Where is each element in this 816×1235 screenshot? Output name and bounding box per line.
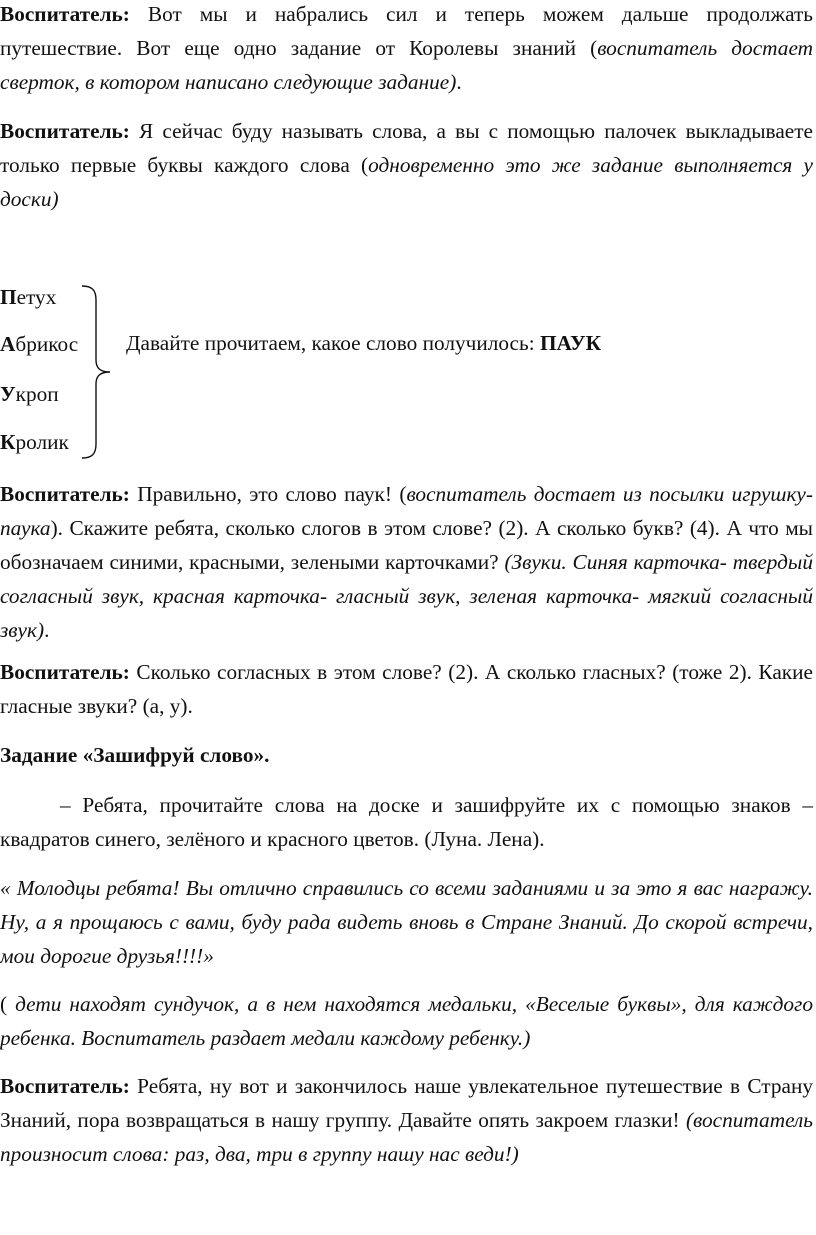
paragraph-sounds — [0, 655, 813, 723]
medals-text: дети находят сундучок, а в нем находятся медальки, «Веселые буквы», для каждого ребенка. Воспитатель раздает медали каждому ребенку.) — [0, 992, 814, 1050]
word-first-letter: А — [0, 332, 16, 356]
sounds-text: Сколько согласных в этом слове? (2). А сколько гласных? (тоже 2). Какие гласные звуки? (а, у). — [0, 660, 813, 718]
curly-brace-icon — [78, 284, 118, 460]
spider-text: Правильно, это слово паук! ( — [129, 482, 407, 506]
intro-remark: воспитатель достает сверток, в котором написано следующие задание) — [0, 36, 813, 94]
word-item — [0, 280, 56, 314]
spider-questions: ). Скажите ребята, сколько слогов в этом слове? (2). А сколько букв? (4). А что мы обозначаем синими, красными, зелеными карточками? — [0, 516, 813, 574]
farewell-text: « Молодцы ребята! Вы отлично справились со всеми заданиями и за это я вас награжу. Ну, а я прощаюсь с вами, буду рада видеть вновь в Стране Знаний. До скорой встречи, мои дорогие друзья!!!!» — [0, 876, 813, 968]
word-item — [0, 327, 78, 361]
task-title — [0, 738, 813, 772]
paragraph-spider — [0, 477, 813, 647]
speaker-label: Воспитатель: — [0, 119, 130, 143]
intro-text: Вот мы и набрались сил и теперь можем дальше продолжать путешествие. Вот еще одно задание от Королевы знаний ( — [0, 2, 813, 60]
speaker-label: Воспитатель: — [0, 482, 130, 506]
intro-end: . — [456, 70, 462, 94]
paragraph-medals — [0, 987, 813, 1055]
paragraph-intro — [0, 0, 813, 99]
word-item — [0, 425, 69, 459]
task-title-text: Задание «Зашифруй слово». — [0, 743, 270, 767]
word-rest: ролик — [15, 430, 69, 454]
speaker-label: Воспитатель: — [0, 660, 130, 684]
speaker-label: Воспитатель: — [0, 2, 130, 26]
spider-answer: (Звуки. Синяя карточка- твердый согласный звук, красная карточка- гласный звук, зеленая карточка- мягкий согласный звук) — [0, 550, 813, 642]
puzzle-answer: ПАУК — [539, 331, 602, 355]
encode-text: – Ребята, прочитайте слова на доске и зашифруйте их с помощью знаков – квадратов синего, зелёного и красного цветов. (Луна. Лена). — [0, 793, 813, 851]
paragraph-farewell — [0, 871, 813, 973]
task-remark: одновременно это же задание выполняется у доски) — [0, 153, 813, 211]
word-rest: етух — [16, 285, 57, 309]
puzzle-text: Давайте прочитаем, какое слово получилось: — [126, 331, 540, 355]
spider-remark: воспитатель достает из посылки игрушку-паука — [0, 482, 813, 540]
ending-text: Ребята, ну вот и закончилось наше увлекательное путешествие в Страну Знаний, пора возвращаться в нашу группу. Давайте опять закроем глазки! — [0, 1074, 813, 1132]
medals-open: ( — [0, 992, 16, 1016]
word-rest: кроп — [15, 382, 59, 406]
word-rest: брикос — [15, 332, 79, 356]
spider-end: . — [44, 618, 50, 642]
paragraph-task — [0, 114, 813, 216]
word-item — [0, 377, 59, 411]
task-text: Я сейчас буду называть слова, а вы с помощью палочек выкладываете только первые буквы каждого слова ( — [0, 119, 813, 177]
speaker-label: Воспитатель: — [0, 1074, 130, 1098]
puzzle-answer-line — [126, 326, 601, 360]
word-first-letter: К — [0, 430, 16, 454]
word-first-letter: П — [0, 285, 17, 309]
paragraph-encode — [0, 788, 813, 856]
word-first-letter: У — [0, 382, 16, 406]
ending-remark: (воспитатель произносит слова: раз, два, три в группу нашу нас веди!) — [0, 1108, 813, 1166]
paragraph-ending — [0, 1069, 813, 1171]
